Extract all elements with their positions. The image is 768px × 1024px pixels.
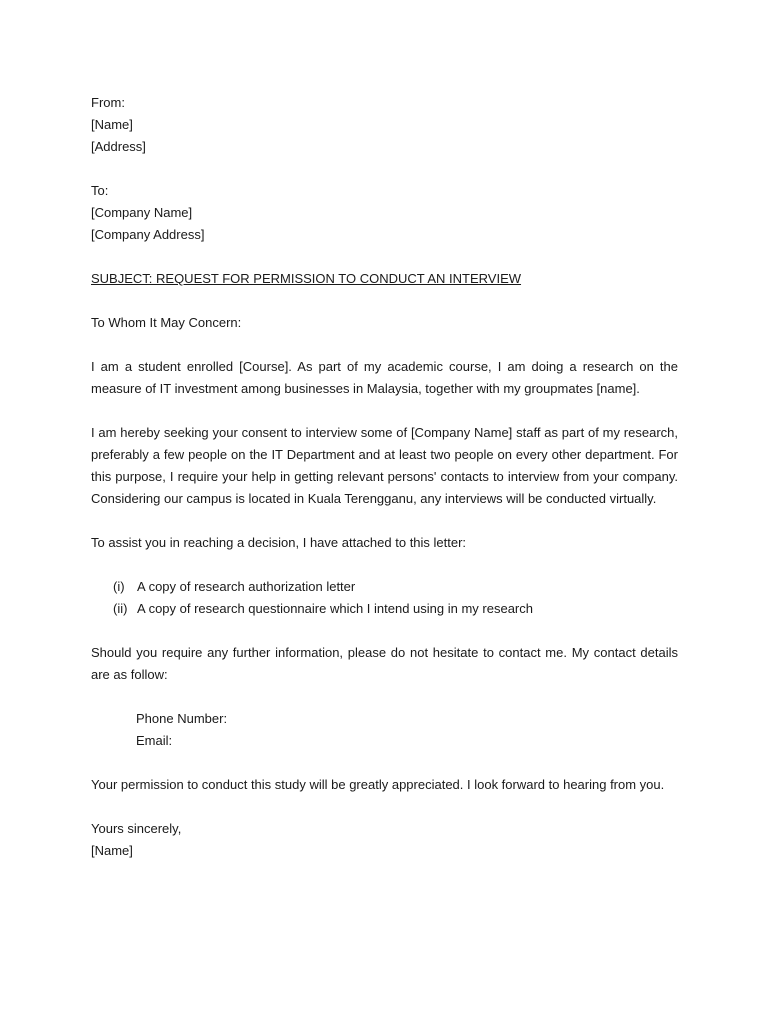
paragraph-closing: Your permission to conduct this study will be greatly appreciated. I look forward to hearing from you. [91, 777, 665, 792]
phone-number-label: Phone Number: [136, 711, 228, 726]
sender-address: [Address] [91, 139, 146, 154]
list-item-number: (i) [113, 579, 125, 594]
list-item [113, 598, 678, 620]
subject-line: SUBJECT: REQUEST FOR PERMISSION TO CONDUCT AN INTERVIEW [91, 271, 522, 286]
salutation: To Whom It May Concern: [91, 315, 242, 330]
recipient-company-name: [Company Name] [91, 205, 193, 220]
paragraph-attachments-intro: To assist you in reaching a decision, I have attached to this letter: [91, 535, 467, 550]
sender-name: [Name] [91, 117, 133, 132]
letter-page [91, 92, 678, 862]
email-label: Email: [136, 733, 173, 748]
from-label: From: [91, 95, 125, 110]
paragraph-intro: I am a student enrolled [Course]. As part of my academic course, I am doing a research on the measure of IT investment among businesses in Malaysia, together with my groupmates [name]. [91, 359, 678, 396]
sign-off: Yours sincerely, [91, 821, 182, 836]
list-item-text: A copy of research authorization letter [137, 579, 356, 594]
signature-name: [Name] [91, 843, 133, 858]
paragraph-contact: Should you require any further information, please do not hesitate to contact me. My contact details are as follow: [91, 645, 678, 682]
list-item-number: (ii) [113, 601, 128, 616]
to-label: To: [91, 183, 109, 198]
recipient-company-address: [Company Address] [91, 227, 205, 242]
list-item-text: A copy of research questionnaire which I intend using in my research [137, 601, 533, 616]
list-item [113, 576, 678, 598]
paragraph-request: I am hereby seeking your consent to interview some of [Company Name] staff as part of my research, preferably a few people on the IT Department and at least two people on every other department. For this purpose, I require your help in getting relevant persons' contacts to interview from your company. Considering our campus is located in Kuala Terengganu, any interviews will be conducted virtually. [91, 425, 678, 506]
attachment-list [91, 576, 678, 620]
